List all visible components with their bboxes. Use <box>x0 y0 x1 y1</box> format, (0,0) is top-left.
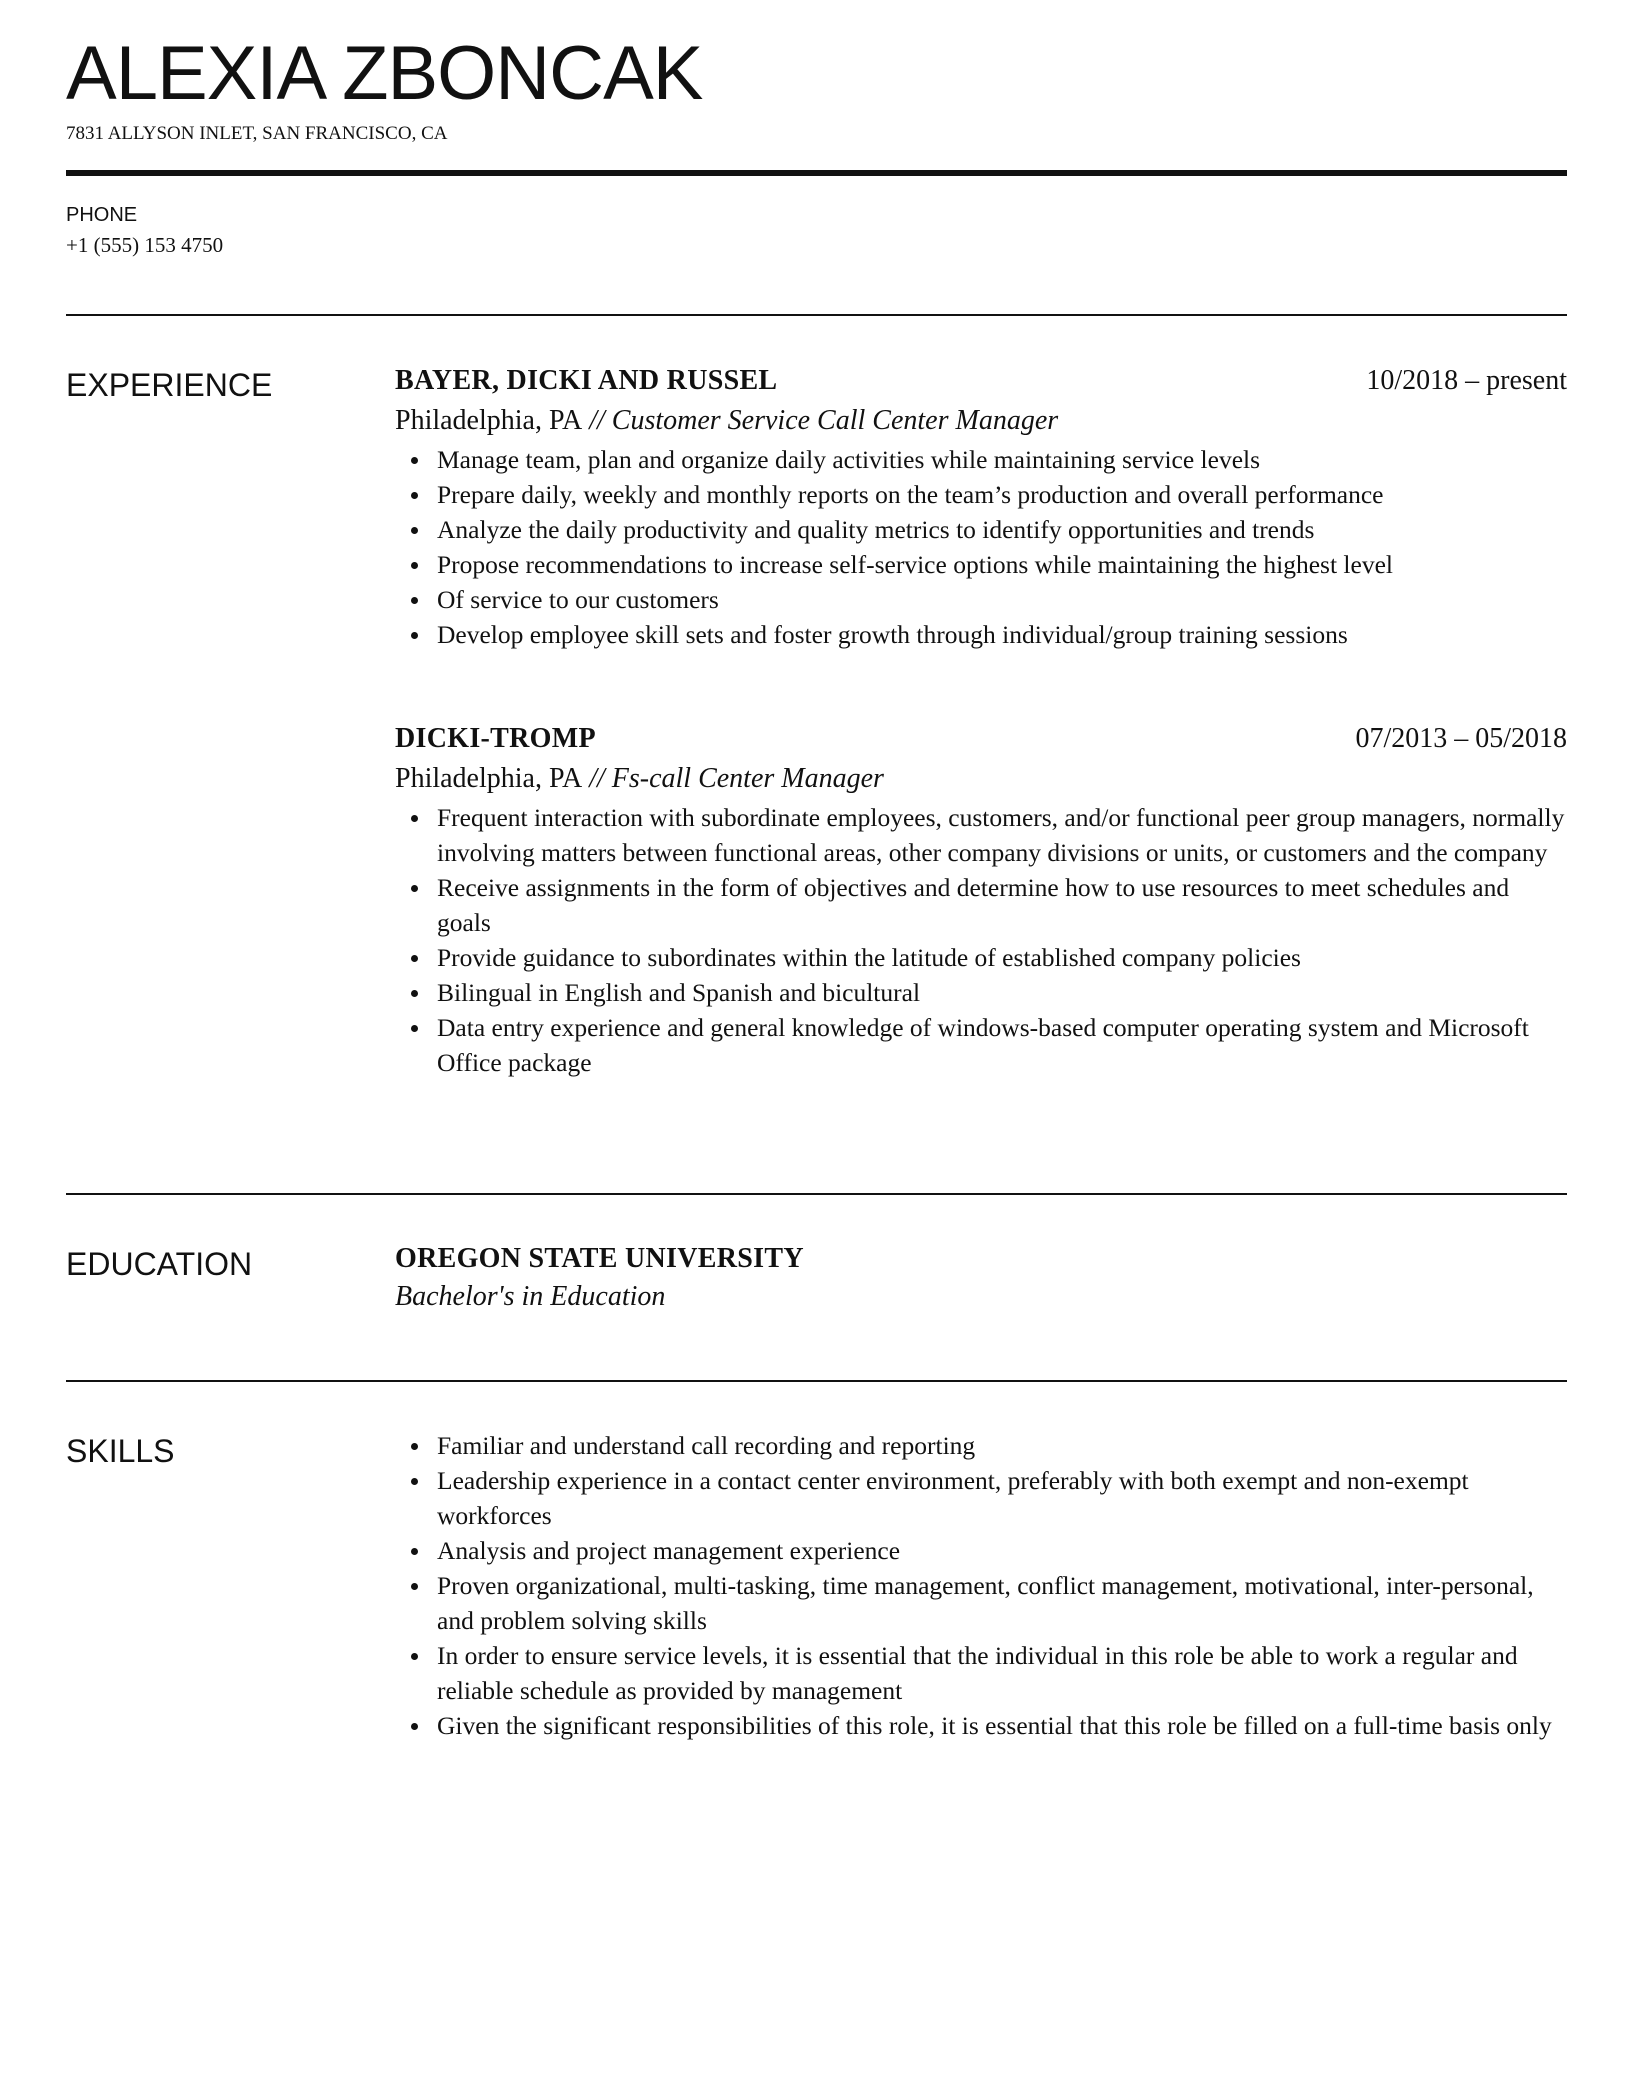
skills-entry <box>395 1428 1567 1743</box>
list-item <box>395 512 1567 547</box>
bullet-icon <box>411 1478 418 1485</box>
list-item <box>395 617 1567 652</box>
bullet-text: Given the significant responsibilities of this role, it is essential that this role be filled on a full-time basis only <box>437 1711 1552 1740</box>
bullet-icon <box>411 457 418 464</box>
job-entry <box>395 720 1567 1080</box>
bullet-text: Of service to our customers <box>437 585 719 614</box>
skills-heading: SKILLS <box>66 1433 175 1469</box>
header-divider <box>66 170 1567 176</box>
bullet-icon <box>411 527 418 534</box>
job-separator: // <box>582 763 612 794</box>
list-item <box>395 1638 1567 1708</box>
bullet-text: Analyze the daily productivity and quality metrics to identify opportunities and trends <box>437 515 1315 544</box>
bullet-icon <box>411 955 418 962</box>
bullet-icon <box>411 885 418 892</box>
job-bullets <box>395 442 1567 652</box>
education-entry <box>395 1240 1567 1316</box>
candidate-address: 7831 ALLYSON INLET, SAN FRANCISCO, CA <box>66 123 448 144</box>
job-dates: 10/2018 – present <box>1366 365 1567 396</box>
bullet-text: Leadership experience in a contact center environment, preferably with both exempt and non-exempt workforces <box>437 1466 1469 1530</box>
list-item <box>395 1428 1567 1463</box>
phone-value: +1 (555) 153 4750 <box>66 233 224 257</box>
bullet-icon <box>411 1583 418 1590</box>
job-role: Customer Service Call Center Manager <box>611 405 1059 436</box>
list-item <box>395 547 1567 582</box>
school-name: OREGON STATE UNIVERSITY <box>395 1243 804 1274</box>
job-location: Philadelphia, PA <box>395 405 583 436</box>
experience-heading: EXPERIENCE <box>66 367 273 403</box>
job-subline <box>395 760 1567 798</box>
bullet-icon <box>411 632 418 639</box>
list-item <box>395 1533 1567 1568</box>
bullet-icon <box>411 1723 418 1730</box>
section-divider <box>66 1193 1567 1195</box>
bullet-text: Data entry experience and general knowledge of windows-based computer operating system and Microsoft Office package <box>437 1013 1529 1077</box>
bullet-icon <box>411 1548 418 1555</box>
skills-list <box>395 1428 1567 1743</box>
bullet-text: Propose recommendations to increase self-service options while maintaining the highest level <box>437 550 1393 579</box>
bullet-text: Receive assignments in the form of objectives and determine how to use resources to meet schedules and goals <box>437 873 1510 937</box>
bullet-text: Provide guidance to subordinates within the latitude of established company policies <box>437 943 1301 972</box>
list-item <box>395 442 1567 477</box>
candidate-name: ALEXIA ZBONCAK <box>66 31 703 116</box>
bullet-icon <box>411 597 418 604</box>
bullet-text: Familiar and understand call recording and reporting <box>437 1431 976 1460</box>
job-company: BAYER, DICKI AND RUSSEL <box>395 365 778 396</box>
bullet-text: Manage team, plan and organize daily activities while maintaining service levels <box>437 445 1261 474</box>
job-company: DICKI-TROMP <box>395 723 596 754</box>
bullet-icon <box>411 1653 418 1660</box>
bullet-icon <box>411 562 418 569</box>
list-item <box>395 1010 1567 1080</box>
list-item <box>395 975 1567 1010</box>
bullet-text: Frequent interaction with subordinate employees, customers, and/or functional peer group managers, normally involving matters between functional areas, other company divisions or units, or customers and the company <box>437 803 1565 867</box>
education-heading: EDUCATION <box>66 1246 253 1282</box>
list-item <box>395 1463 1567 1533</box>
bullet-icon <box>411 1025 418 1032</box>
bullet-icon <box>411 815 418 822</box>
bullet-text: Bilingual in English and Spanish and bicultural <box>437 978 921 1007</box>
list-item <box>395 800 1567 870</box>
job-entry <box>395 362 1567 652</box>
bullet-icon <box>411 1443 418 1450</box>
bullet-text: Analysis and project management experience <box>437 1536 901 1565</box>
job-subline <box>395 402 1567 440</box>
phone-label: PHONE <box>66 204 138 226</box>
list-item <box>395 1708 1567 1743</box>
degree: Bachelor's in Education <box>395 1281 666 1312</box>
list-item <box>395 870 1567 940</box>
list-item <box>395 582 1567 617</box>
list-item <box>395 1568 1567 1638</box>
bullet-icon <box>411 990 418 997</box>
bullet-text: Proven organizational, multi-tasking, time management, conflict management, motivational, inter-personal, and problem solving skills <box>437 1571 1534 1635</box>
job-role: Fs-call Center Manager <box>611 763 884 794</box>
bullet-text: In order to ensure service levels, it is essential that the individual in this role be able to work a regular and reliable schedule as provided by management <box>437 1641 1518 1705</box>
bullet-text: Prepare daily, weekly and monthly reports on the team’s production and overall performance <box>437 480 1384 509</box>
list-item <box>395 477 1567 512</box>
bullet-text: Develop employee skill sets and foster growth through individual/group training sessions <box>437 620 1348 649</box>
job-dates: 07/2013 – 05/2018 <box>1355 723 1567 754</box>
job-bullets <box>395 800 1567 1080</box>
bullet-icon <box>411 492 418 499</box>
section-divider <box>66 1380 1567 1382</box>
list-item <box>395 940 1567 975</box>
job-separator: // <box>582 405 612 436</box>
job-location: Philadelphia, PA <box>395 763 583 794</box>
section-divider <box>66 314 1567 316</box>
